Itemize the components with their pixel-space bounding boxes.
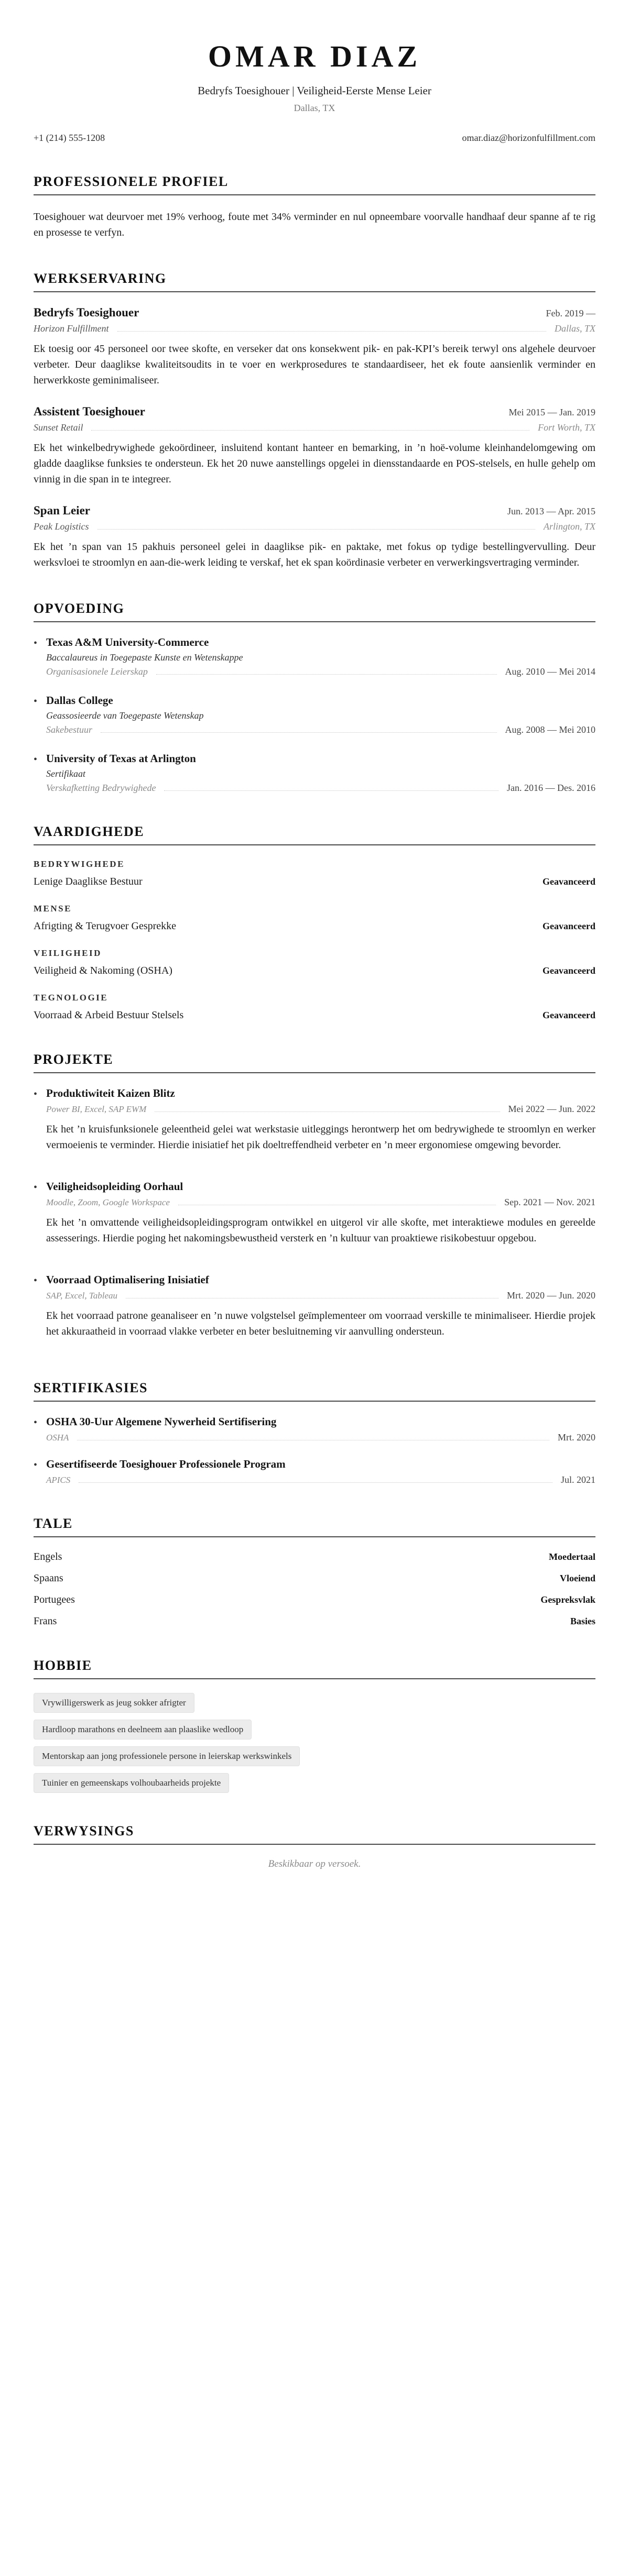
bullet-icon (34, 752, 46, 794)
field-of-study: Verskafketting Bedrywighede (46, 783, 156, 793)
skill-name: Voorraad & Arbeid Bestuur Stelsels (34, 1009, 184, 1021)
school-name: University of Texas at Arlington (46, 752, 196, 765)
job-company: Sunset Retail (34, 422, 83, 433)
job-dates: Feb. 2019 — (546, 308, 595, 318)
skill-group (34, 859, 595, 888)
projects-heading: PROJEKTE (34, 1052, 595, 1073)
skill-group (34, 948, 595, 977)
resume-header (34, 39, 595, 144)
section-projects (34, 1052, 595, 1350)
certification-issuer-row (46, 1474, 595, 1485)
job-title: Assistent Toesighouer (34, 405, 145, 418)
job-title: Span Leier (34, 504, 90, 517)
field-row (46, 783, 595, 794)
certification-entry-body (46, 1415, 595, 1443)
bullet-icon (34, 1458, 46, 1485)
skill-level: Geavanceerd (543, 1010, 595, 1020)
candidate-location: Dallas, TX (294, 103, 335, 113)
project-name: Produktiwiteit Kaizen Blitz (46, 1087, 175, 1099)
bullet-icon (34, 636, 46, 677)
skill-name: Lenige Daaglikse Bestuur (34, 876, 143, 887)
project-description: Ek het ’n omvattende veiligheidsopleidingsprogram ontwikkel en uitgerol vir alle skofte, met interaktiewe modules en gereelde assesserings. Hierdie poging het nakomingsbewustheid versterk en ’n kultuur van proaktiewe risikobestuur opgebou. (46, 1217, 595, 1244)
language-level: Basies (570, 1616, 595, 1626)
project-entry-body (46, 1273, 595, 1350)
section-certifications (34, 1380, 595, 1485)
education-entry-body (46, 752, 595, 794)
certification-name: Gesertifiseerde Toesighouer Professionele Program (46, 1458, 286, 1470)
project-tools: SAP, Excel, Tableau (46, 1291, 117, 1301)
project-tools: Moodle, Zoom, Google Workspace (46, 1197, 170, 1207)
section-experience (34, 271, 595, 570)
project-dates: Sep. 2021 — Nov. 2021 (504, 1197, 595, 1207)
project-name: Veiligheidsopleiding Oorhaul (46, 1180, 183, 1193)
skill-level: Geavanceerd (543, 921, 595, 931)
section-skills (34, 824, 595, 1021)
language-level: Vloeiend (559, 1573, 595, 1583)
project-name: Voorraad Optimalisering Inisiatief (46, 1273, 209, 1286)
experience-heading: WERKSERVARING (34, 271, 595, 292)
bullet-icon (34, 694, 46, 735)
language-name: Frans (34, 1615, 57, 1627)
skill-name: Veiligheid & Nakoming (OSHA) (34, 965, 172, 976)
education-entry (34, 752, 595, 794)
project-tools-row (46, 1104, 595, 1115)
references-heading: VERWYSINGS (34, 1823, 595, 1845)
skills-heading: VAARDIGHEDE (34, 824, 595, 845)
section-hobbies (34, 1658, 595, 1793)
education-entry (34, 636, 595, 677)
job-company: Peak Logistics (34, 521, 89, 532)
certification-date: Mrt. 2020 (558, 1432, 595, 1443)
email-address[interactable]: omar.diaz@horizonfulfillment.com (462, 133, 595, 143)
certification-issuer: APICS (46, 1475, 71, 1485)
dotted-leader (155, 1111, 500, 1112)
language-name: Spaans (34, 1572, 63, 1584)
project-entry (34, 1273, 595, 1350)
skill-row (34, 1009, 595, 1021)
certification-entry (34, 1458, 595, 1485)
language-row (34, 1551, 595, 1563)
certification-issuer-row (46, 1432, 595, 1443)
job-location: Fort Worth, TX (538, 422, 595, 433)
job-title-row (34, 504, 595, 518)
section-education (34, 601, 595, 794)
hobby-chip: Mentorskap aan jong professionele persone in leierskap werkswinkels (34, 1746, 300, 1766)
education-entry (34, 694, 595, 735)
project-dates: Mei 2022 — Jun. 2022 (508, 1104, 595, 1114)
skill-category: BEDRYWIGHEDE (34, 859, 125, 869)
bullet-icon (34, 1273, 46, 1350)
section-profile (34, 174, 595, 240)
language-name: Portugees (34, 1594, 75, 1605)
skill-category: MENSE (34, 904, 72, 913)
job-dates: Jun. 2013 — Apr. 2015 (507, 506, 595, 516)
hobby-chip: Tuinier en gemeenskaps volhoubaarheids projekte (34, 1773, 229, 1793)
dotted-leader (79, 1482, 552, 1483)
degree: Sertifikaat (46, 768, 85, 779)
certification-entry (34, 1415, 595, 1443)
candidate-headline: Bedryfs Toesighouer | Veiligheid-Eerste Mense Leier (198, 84, 431, 97)
job-dates: Mei 2015 — Jan. 2019 (508, 407, 595, 417)
job-entry (34, 504, 595, 570)
bullet-icon (34, 1415, 46, 1443)
section-references (34, 1823, 595, 1870)
field-row (46, 666, 595, 677)
skill-row (34, 965, 595, 977)
project-tools-row (46, 1197, 595, 1208)
education-heading: OPVOEDING (34, 601, 595, 622)
field-row (46, 724, 595, 735)
project-description: Ek het voorraad patrone geanaliseer en ’n nuwe volgstelsel geïmplementeer om voorraad verskille te minimaliseer. Hierdie projek het akkuraatheid in voorraad vlakke verbeter en beter besluitneming vir aanvulling ondersteun. (46, 1310, 595, 1337)
skill-category: VEILIGHEID (34, 948, 102, 958)
job-entry (34, 306, 595, 388)
education-dates: Aug. 2010 — Mei 2014 (505, 666, 595, 677)
profile-heading: PROFESSIONELE PROFIEL (34, 174, 595, 195)
dotted-leader (91, 430, 529, 431)
language-row (34, 1615, 595, 1627)
project-entry (34, 1180, 595, 1257)
field-of-study: Sakebestuur (46, 724, 92, 735)
language-level: Gespreksvlak (540, 1594, 595, 1605)
candidate-name: OMAR DIAZ (208, 39, 421, 73)
project-tools: Power BI, Excel, SAP EWM (46, 1104, 147, 1114)
job-company-row (34, 323, 595, 334)
references-text: Beskikbaar op versoek. (268, 1858, 361, 1869)
hobbies-heading: HOBBIE (34, 1658, 595, 1679)
languages-heading: TALE (34, 1516, 595, 1537)
certifications-heading: SERTIFIKASIES (34, 1380, 595, 1402)
skill-name: Afrigting & Terugvoer Gesprekke (34, 920, 177, 932)
dotted-leader (156, 674, 497, 675)
job-company: Horizon Fulfillment (34, 323, 109, 334)
language-level: Moedertaal (549, 1551, 595, 1562)
language-row (34, 1594, 595, 1606)
job-location: Dallas, TX (554, 323, 595, 334)
skill-group (34, 993, 595, 1021)
certification-issuer: OSHA (46, 1433, 69, 1443)
certification-name: OSHA 30-Uur Algemene Nywerheid Sertifisering (46, 1415, 277, 1428)
skill-level: Geavanceerd (543, 965, 595, 976)
project-entry-body (46, 1180, 595, 1257)
job-entry (34, 405, 595, 487)
job-location: Arlington, TX (543, 521, 595, 532)
skill-level: Geavanceerd (543, 876, 595, 887)
skill-group (34, 904, 595, 932)
degree: Baccalaureus in Toegepaste Kunste en Wetenskappe (46, 652, 243, 663)
education-entry-body (46, 636, 595, 677)
profile-text: Toesighouer wat deurvoer met 19% verhoog, foute met 34% verminder en nul opneembare voorvalle handhaaf deur spanne af te rig en prosesse te verfyn. (34, 211, 595, 238)
hobby-chip: Hardloop marathons en deelneem aan plaaslike wedloop (34, 1720, 252, 1740)
project-entry-body (46, 1087, 595, 1163)
contact-row (34, 133, 595, 144)
dotted-leader (97, 529, 535, 530)
education-dates: Aug. 2008 — Mei 2010 (505, 724, 595, 735)
job-company-row (34, 422, 595, 433)
phone-number[interactable]: +1 (214) 555-1208 (34, 133, 105, 143)
job-description: Ek toesig oor 45 personeel oor twee skofte, en verseker dat ons konsekwent pik- en pak-KPI’s bereik terwyl ons algehele deurvoer verbeter. Deur daaglikse kwaliteitsoudits in te voer en werkprosedures te standaardiseer, het ek foute aansienlik verminder en herwerkkoste geminimaliseer. (34, 343, 595, 386)
project-description: Ek het ’n kruisfunksionele geleentheid gelei wat werkstasie uitleggings herontwerp het om bedrywighede te stroomlyn en werker vermoeienis te verminder. Hierdie inisiatief het pik doeltreffendheid verbeter en ’n meer ergonomiese omgewing bevorder. (46, 1124, 595, 1151)
degree: Geassosieerde van Toegepaste Wetenskap (46, 710, 204, 721)
dotted-leader (164, 790, 498, 791)
job-title: Bedryfs Toesighouer (34, 306, 139, 319)
job-title-row (34, 405, 595, 419)
school-name: Texas A&M University-Commerce (46, 636, 209, 648)
skill-row (34, 920, 595, 932)
bullet-icon (34, 1180, 46, 1257)
job-description: Ek het ’n span van 15 pakhuis personeel gelei in daaglikse pik- en paktake, met fokus op tydige bestellingvervulling. Deur werksvloei te stroomlyn en aan-die-werk leiding te verskaf, het ek span koördinasie verbeter en verwerkingsvertraging verminder. (34, 541, 595, 568)
bullet-icon (34, 1087, 46, 1163)
certification-entry-body (46, 1458, 595, 1485)
job-company-row (34, 521, 595, 532)
hobby-chip: Vrywilligerswerk as jeug sokker afrigter (34, 1693, 194, 1713)
field-of-study: Organisasionele Leierskap (46, 666, 148, 677)
skill-row (34, 876, 595, 888)
school-name: Dallas College (46, 694, 113, 707)
project-entry (34, 1087, 595, 1163)
project-dates: Mrt. 2020 — Jun. 2020 (506, 1290, 595, 1301)
job-title-row (34, 306, 595, 320)
dotted-leader (101, 732, 497, 733)
certification-date: Jul. 2021 (560, 1474, 595, 1485)
section-languages (34, 1516, 595, 1627)
language-row (34, 1572, 595, 1584)
education-entry-body (46, 694, 595, 735)
skill-category: TEGNOLOGIE (34, 993, 109, 1003)
dotted-leader (117, 331, 546, 332)
job-description: Ek het winkelbedrywighede gekoördineer, insluitend kontant hanteer en bemarking, in ’n hoë-volume kleinhandelomgewing om gladde daaglikse funksies te ondersteun. Ek het 20 nuwe aanstellings opgelei in diensstandaarde en POS-stelsels, en hulle gehelp om vinnig in die span in te integreer. (34, 442, 595, 485)
project-tools-row (46, 1290, 595, 1301)
language-name: Engels (34, 1551, 62, 1562)
education-dates: Jan. 2016 — Des. 2016 (507, 783, 595, 793)
